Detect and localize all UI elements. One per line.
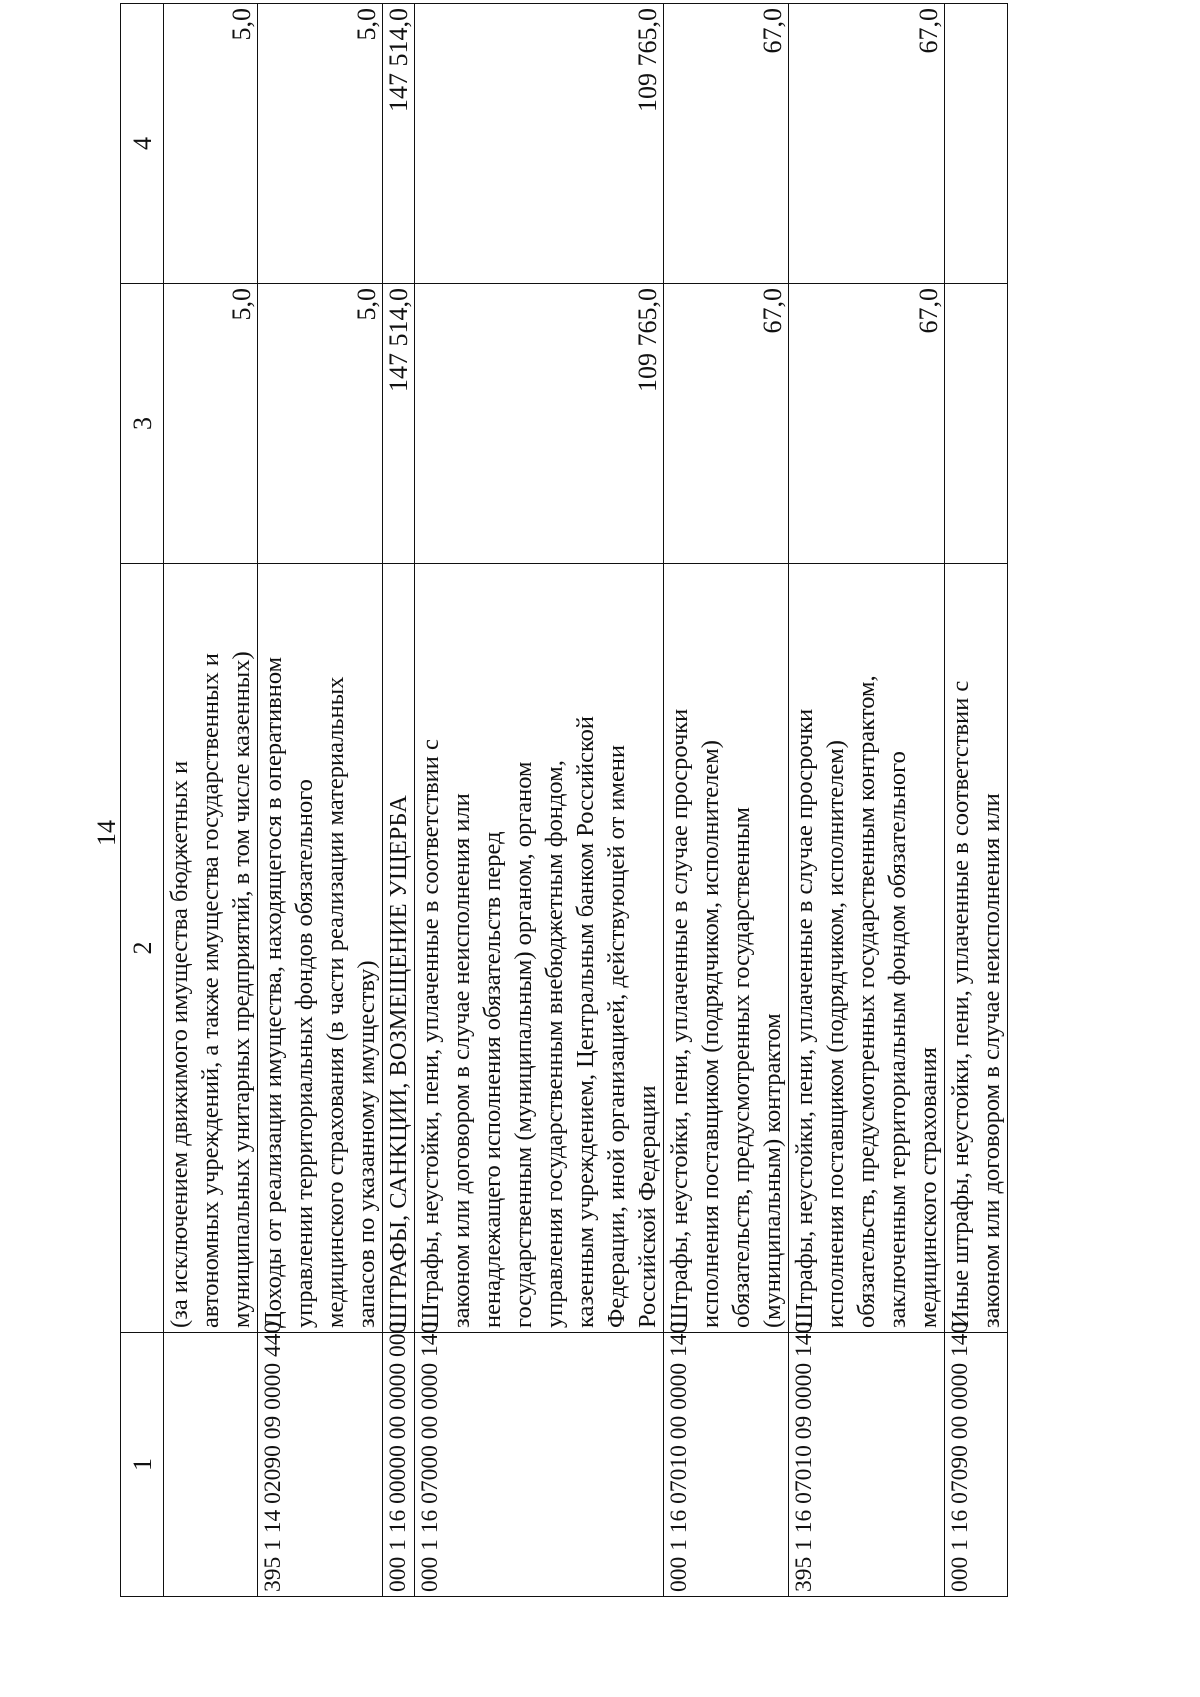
row-code: 395 1 16 07010 09 0000 140 bbox=[789, 1333, 945, 1597]
table-row bbox=[789, 4, 945, 1597]
row-value-col4: 5,0 bbox=[258, 4, 383, 284]
row-code: 000 1 16 07000 00 0000 140 bbox=[415, 1333, 664, 1597]
row-name-line: (муниципальным) контрактом bbox=[759, 1013, 786, 1328]
row-value-col3: 147 514,0 bbox=[383, 284, 415, 564]
row-name-line: Штрафы, неустойки, пени, уплаченные в случае просрочки bbox=[791, 708, 818, 1328]
row-value-col3: 67,0 bbox=[789, 284, 945, 564]
row-name-line: исполнения поставщиком (подрядчиком, исполнителем) bbox=[822, 740, 849, 1328]
row-value-col4: 109 765,0 bbox=[415, 4, 664, 284]
row-name-line: запасов по указанному имуществу) bbox=[353, 960, 380, 1328]
row-value-col4: 5,0 bbox=[164, 4, 258, 284]
row-name bbox=[664, 564, 789, 1333]
row-name-line: Иные штрафы, неустойки, пени, уплаченные в соответствии с bbox=[947, 680, 974, 1328]
row-name-line: Федерации, иной организацией, действующей от имени bbox=[603, 744, 630, 1328]
row-value-col4 bbox=[945, 4, 1008, 284]
row-name-line: законом или договором в случае неисполнения или bbox=[448, 793, 475, 1328]
table-row bbox=[258, 4, 383, 1597]
row-value-col4: 147 514,0 bbox=[383, 4, 415, 284]
column-number-2: 2 bbox=[121, 564, 164, 1333]
row-name-line: (за исключением движимого имущества бюджетных и bbox=[166, 760, 193, 1328]
row-code: 395 1 14 02090 09 0000 440 bbox=[258, 1333, 383, 1597]
row-value-col4: 67,0 bbox=[664, 4, 789, 284]
row-name-line: государственным (муниципальным) органом, органом bbox=[510, 761, 537, 1328]
row-name-line: казенным учреждением, Центральным банком Российской bbox=[572, 716, 599, 1328]
table-row bbox=[383, 4, 415, 1597]
table-row bbox=[945, 4, 1008, 1597]
row-name-line: Штрафы, неустойки, пени, уплаченные в соответствии с bbox=[417, 739, 444, 1328]
table-header-row bbox=[121, 4, 164, 1597]
row-name bbox=[789, 564, 945, 1333]
column-number-1: 1 bbox=[121, 1333, 164, 1597]
row-value-col3: 67,0 bbox=[664, 284, 789, 564]
row-name-line: исполнения поставщиком (подрядчиком, исполнителем) bbox=[697, 740, 724, 1328]
column-number-3: 3 bbox=[121, 284, 164, 564]
page-number: 14 bbox=[92, 820, 121, 846]
row-name-line: законом или договором в случае неисполнения или bbox=[978, 793, 1005, 1328]
row-value-col4: 67,0 bbox=[789, 4, 945, 284]
row-name-line: ШТРАФЫ, САНКЦИИ, ВОЗМЕЩЕНИЕ УЩЕРБА bbox=[385, 795, 412, 1328]
row-name bbox=[383, 564, 415, 1333]
row-code bbox=[164, 1333, 258, 1597]
row-name bbox=[945, 564, 1008, 1333]
revenue-table bbox=[120, 3, 1008, 1597]
row-name-line: муниципальных унитарных предприятий, в том числе казенных) bbox=[228, 651, 255, 1328]
row-name bbox=[164, 564, 258, 1333]
row-name-line: автономных учреждений, а также имущества государственных и bbox=[197, 653, 224, 1328]
row-name-line: Штрафы, неустойки, пени, уплаченные в случае просрочки bbox=[666, 708, 693, 1328]
row-name-line: медицинского страхования (в части реализации материальных bbox=[322, 676, 349, 1328]
row-name-line: заключенным территориальным фондом обязательного bbox=[884, 751, 911, 1328]
row-name-line: ненадлежащего исполнения обязательств перед bbox=[479, 831, 506, 1328]
row-name-line: управлении территориальных фондов обязательного bbox=[291, 779, 318, 1328]
rotated-page-content bbox=[120, 8, 1038, 1597]
column-number-4: 4 bbox=[121, 4, 164, 284]
row-value-col3: 109 765,0 bbox=[415, 284, 664, 564]
row-code: 000 1 16 07090 00 0000 140 bbox=[945, 1333, 1008, 1597]
row-name-line: управления государственным внебюджетным фондом, bbox=[541, 760, 568, 1328]
row-name-line: обязательств, предусмотренных государственным контрактом, bbox=[853, 675, 880, 1328]
row-name-line: Российской Федерации bbox=[634, 1085, 661, 1328]
row-name bbox=[258, 564, 383, 1333]
row-name bbox=[415, 564, 664, 1333]
row-value-col3: 5,0 bbox=[258, 284, 383, 564]
row-value-col3: 5,0 bbox=[164, 284, 258, 564]
table-row bbox=[664, 4, 789, 1597]
row-code: 000 1 16 07010 00 0000 140 bbox=[664, 1333, 789, 1597]
row-value-col3 bbox=[945, 284, 1008, 564]
row-name-line: медицинского страхования bbox=[915, 1047, 942, 1328]
row-name-line: обязательств, предусмотренных государственным bbox=[728, 806, 755, 1328]
row-name-line: Доходы от реализации имущества, находящегося в оперативном bbox=[260, 656, 287, 1328]
row-code: 000 1 16 00000 00 0000 000 bbox=[383, 1333, 415, 1597]
table-row bbox=[164, 4, 258, 1597]
table-row bbox=[415, 4, 664, 1597]
